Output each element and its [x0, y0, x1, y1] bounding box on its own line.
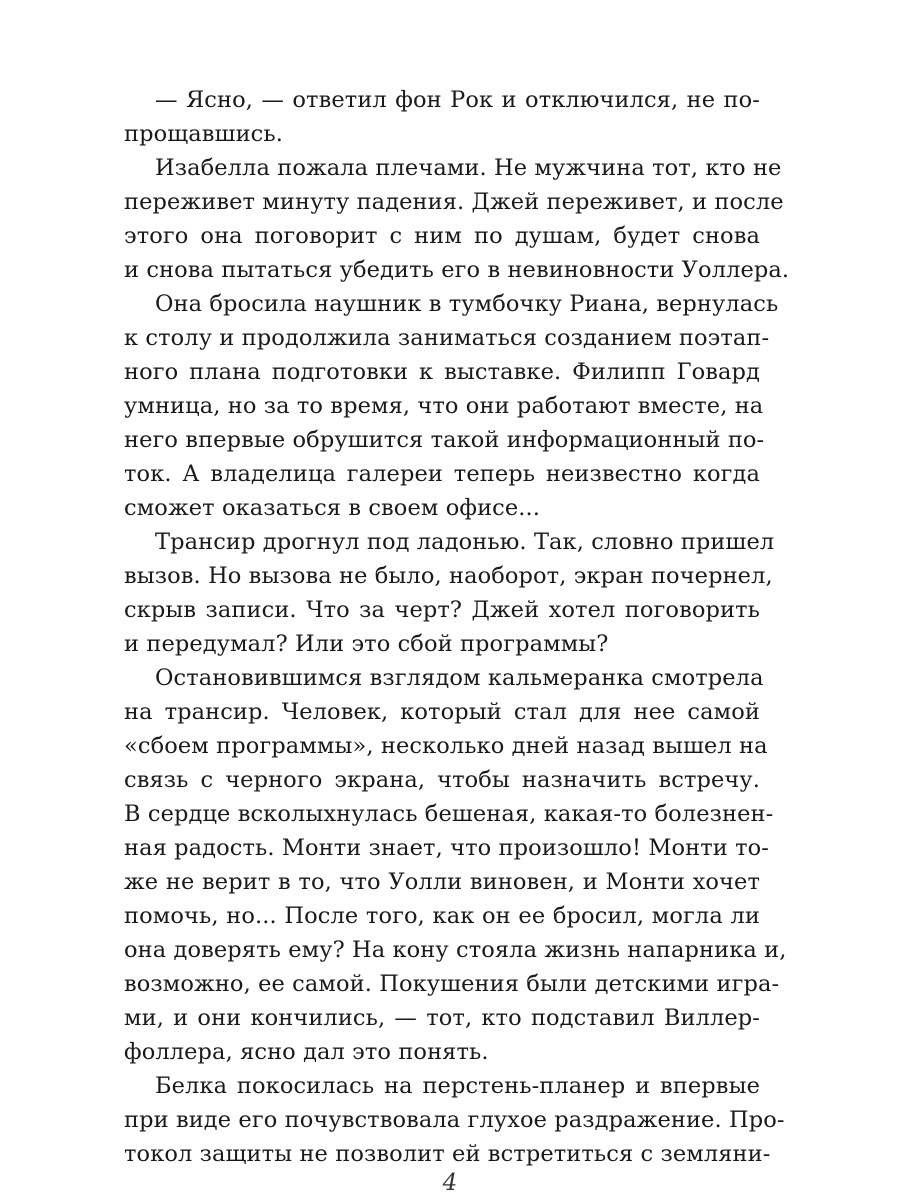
- text-line: при виде его почувствовала глухое раздражение. Про-: [124, 1107, 785, 1133]
- text-line: «сбоем программы», несколько дней назад вышел на: [124, 733, 768, 759]
- text-line: вызов. Но вызова не было, наоборот, экран почернел,: [124, 563, 773, 589]
- text-line: скрыв записи. Что за черт? Джей хотел поговорить: [124, 597, 760, 623]
- text-line: — Ясно, — ответил фон Рок и отключился, не по-: [155, 87, 760, 113]
- text-line: и передумал? Или это сбой программы?: [124, 631, 609, 657]
- text-line: Белка покосилась на перстень-планер и впервые: [155, 1073, 760, 1099]
- text-line: сможет оказаться в своем офисе...: [124, 495, 541, 521]
- text-line: и снова пытаться убедить его в невиновности Уоллера.: [124, 257, 790, 283]
- text-line: к столу и продолжила заниматься созданием поэтап-: [124, 325, 770, 351]
- text-line: ми, и они кончились, — тот, кто подставил Виллер-: [124, 1005, 760, 1031]
- text-line: В сердце всколыхнулась бешеная, какая-то болезнен-: [124, 801, 774, 827]
- text-line: переживет минуту падения. Джей переживет, и после: [124, 189, 784, 215]
- text-line: же не верит в то, что Уолли виновен, и Монти хочет: [124, 869, 760, 895]
- text-line: ного плана подготовки к выставке. Филипп Говард: [124, 359, 760, 385]
- text-line: на трансир. Человек, который стал для нее самой: [124, 699, 760, 725]
- text-line: прощавшись.: [124, 121, 283, 147]
- text-line: она доверять ему? На кону стояла жизнь напарника и,: [124, 937, 787, 963]
- text-line: него впервые обрушится такой информационный по-: [124, 427, 765, 453]
- text-line: Остановившимся взглядом кальмеранка смотрела: [155, 665, 764, 691]
- text-line: Трансир дрогнул под ладонью. Так, словно пришел: [155, 529, 775, 555]
- text-line: возможно, ее самой. Покушения были детскими игра-: [124, 971, 780, 997]
- text-line: Изабелла пожала плечами. Не мужчина тот, кто не: [155, 155, 782, 181]
- text-line: этого она поговорит с ним по душам, будет снова: [124, 223, 760, 249]
- page-number: 4: [442, 1170, 458, 1196]
- text-line: помочь, но... После того, как он ее бросил, могла ли: [124, 903, 760, 929]
- text-line: ток. А владелица галереи теперь неизвестно когда: [124, 461, 760, 487]
- text-line: связь с черного экрана, чтобы назначить встречу.: [124, 767, 760, 793]
- text-line: ная радость. Монти знает, что произошло! Монти то-: [124, 835, 770, 861]
- text-line: фоллера, ясно дал это понять.: [124, 1039, 489, 1065]
- text-line: Она бросила наушник в тумбочку Риана, вернулась: [155, 291, 779, 317]
- text-line: токол защиты не позволит ей встретиться с земляни-: [124, 1141, 771, 1167]
- text-line: умница, но за то время, что они работают вместе, на: [124, 393, 764, 419]
